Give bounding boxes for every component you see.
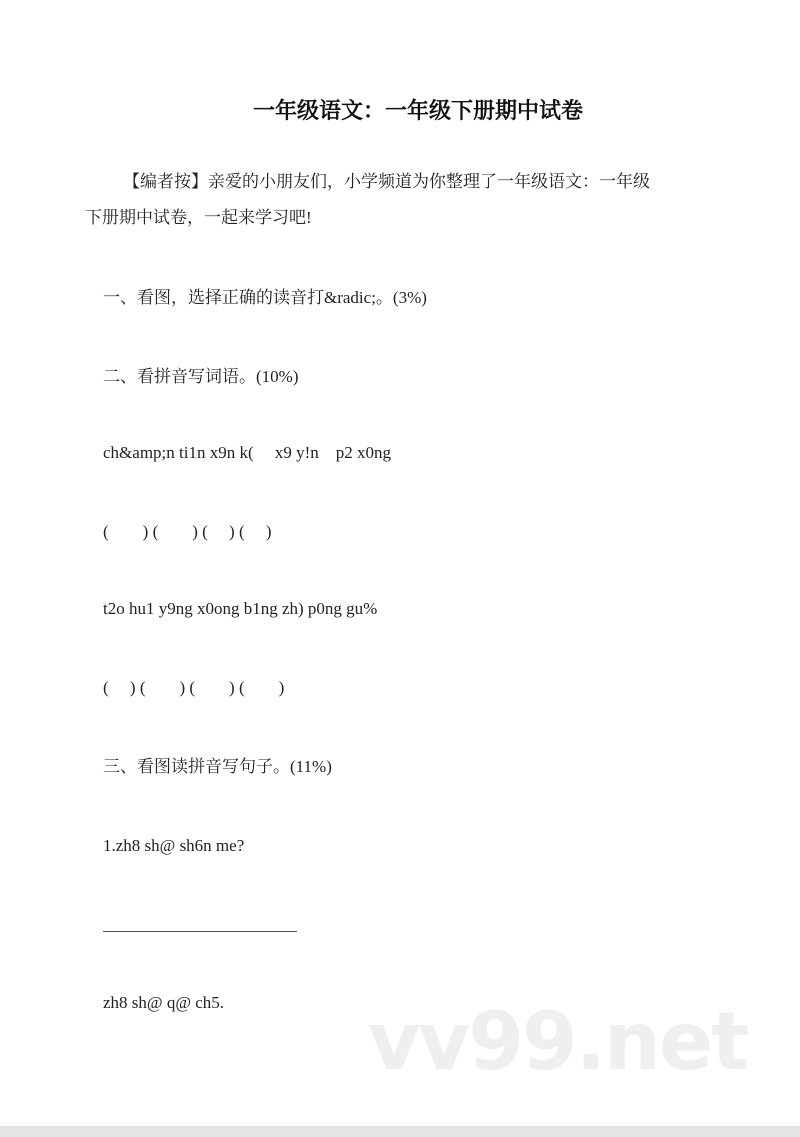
page-title: 一年级语文：一年级下册期中试卷 <box>252 99 583 124</box>
section-3-heading: 三、看图读拼音写句子。(11%) <box>103 757 332 776</box>
pinyin-row-2: t2o hu1 y9ng x0ong b1ng zh) p0ng gu% <box>103 599 378 618</box>
question-1: 1.zh8 sh@ sh6n me? <box>103 836 245 855</box>
intro-text-line2: 下册期中试卷，一起来学习吧! <box>85 208 312 227</box>
page-bottom-edge <box>0 1126 800 1137</box>
answer-brackets-row-2: ( ) ( ) ( ) ( ) <box>103 678 285 697</box>
pinyin-row-1: ch&amp;n ti1n x9n k( x9 y!n p2 x0ng <box>103 443 392 462</box>
answer-blank-line <box>103 931 297 932</box>
watermark: vv99.net <box>368 995 748 1088</box>
answer-brackets-row-1: ( ) ( ) ( ) ( ) <box>103 522 272 541</box>
question-1-answer: zh8 sh@ q@ ch5. <box>103 993 225 1012</box>
section-1-heading: 一、看图，选择正确的读音打&radic;。(3%) <box>103 288 427 307</box>
intro-text-line1: 【编者按】亲爱的小朋友们，小学频道为你整理了一年级语文：一年级 <box>123 172 650 191</box>
section-2-heading: 二、看拼音写词语。(10%) <box>103 367 299 386</box>
